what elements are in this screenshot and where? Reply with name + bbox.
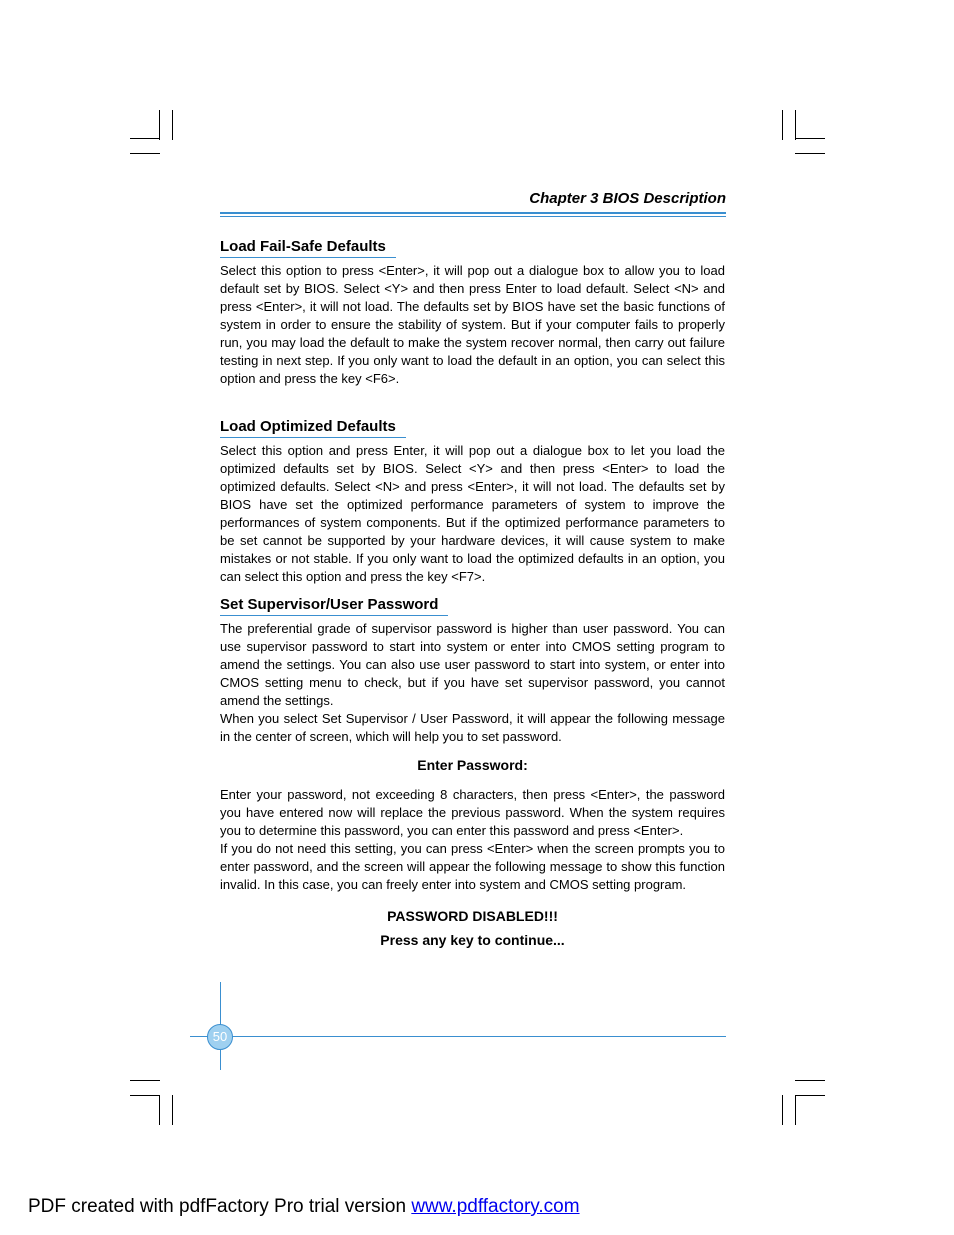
crop-mark	[782, 110, 783, 140]
crop-mark	[159, 110, 160, 140]
crop-mark	[130, 138, 160, 139]
crop-mark	[795, 1080, 825, 1081]
crop-mark	[795, 138, 825, 139]
password-disabled-message: PASSWORD DISABLED!!!	[387, 908, 558, 924]
paragraph: Enter your password, not exceeding 8 characters, then press <Enter>, the password you have entered now will replace the previous password. When the system requires you to determine this password, you can enter this password and press <Enter>.	[220, 787, 725, 838]
crop-mark	[795, 1095, 825, 1096]
paragraph: Select this option and press Enter, it will pop out a dialogue box to let you load the optimized defaults set by BIOS. Select <Y> and then press <Enter> to load the optimized defaults. Select <N> and press <Enter>, it will not load. The defaults set by BIOS have set the optimized performance parameters of system to improve the performances of system components. But if the optimized performance parameters to be set cannot be supported by your hardware devices, it will cause system to make mistakes or not stable. If you only want to load the optimized defaults in an option, you can select this option and press the key <F7>.	[220, 443, 725, 584]
crop-mark	[130, 1095, 160, 1096]
footer-text: PDF created with pdfFactory Pro trial version	[28, 1196, 412, 1217]
pdf-footer	[28, 1196, 580, 1218]
footer-link[interactable]: www.pdffactory.com	[411, 1196, 580, 1217]
crop-mark	[159, 1095, 160, 1125]
crop-mark	[795, 1095, 796, 1125]
section-title: Load Optimized Defaults	[220, 418, 406, 438]
section-title: Load Fail-Safe Defaults	[220, 238, 396, 258]
crop-mark	[782, 1095, 783, 1125]
page-rule-horizontal	[190, 1036, 726, 1037]
password-prompt: Enter Password:	[417, 757, 528, 773]
paragraph: The preferential grade of supervisor password is higher than user password. You can use supervisor password to start into system or enter into CMOS setting program to amend the settings. You can also use user password to start into system, or enter into CMOS setting menu to check, but if you have set supervisor password, you cannot amend the settings.	[220, 621, 725, 708]
crop-mark	[795, 153, 825, 154]
page-content	[220, 238, 725, 950]
crop-mark	[172, 110, 173, 140]
header-rule	[220, 216, 726, 217]
crop-mark	[130, 153, 160, 154]
header-rule	[220, 212, 726, 214]
crop-mark	[172, 1095, 173, 1125]
page-number: 50	[207, 1024, 233, 1050]
chapter-header: Chapter 3 BIOS Description	[529, 190, 726, 207]
crop-mark	[795, 110, 796, 140]
press-any-key-message: Press any key to continue...	[380, 932, 565, 948]
section-title: Set Supervisor/User Password	[220, 596, 448, 616]
paragraph: When you select Set Supervisor / User Password, it will appear the following message in the center of screen, which will help you to set password.	[220, 711, 725, 744]
crop-mark	[130, 1080, 160, 1081]
paragraph: If you do not need this setting, you can press <Enter> when the screen prompts you to enter password, and the screen will appear the following message to show this function invalid. In this case, you can freely enter into system and CMOS setting program.	[220, 841, 725, 892]
paragraph: Select this option to press <Enter>, it will pop out a dialogue box to allow you to load default set by BIOS. Select <Y> and then press Enter to load default. Select <N> and press <Enter>, it will not load. The defaults set by BIOS have set the basic functions of system in order to ensure the stability of system. But if your computer fails to properly run, you may load the default to make the system recover normal, then carry out failure testing in next step. If you only want to load the default in an option, you can select this option and press the key <F6>.	[220, 263, 725, 386]
